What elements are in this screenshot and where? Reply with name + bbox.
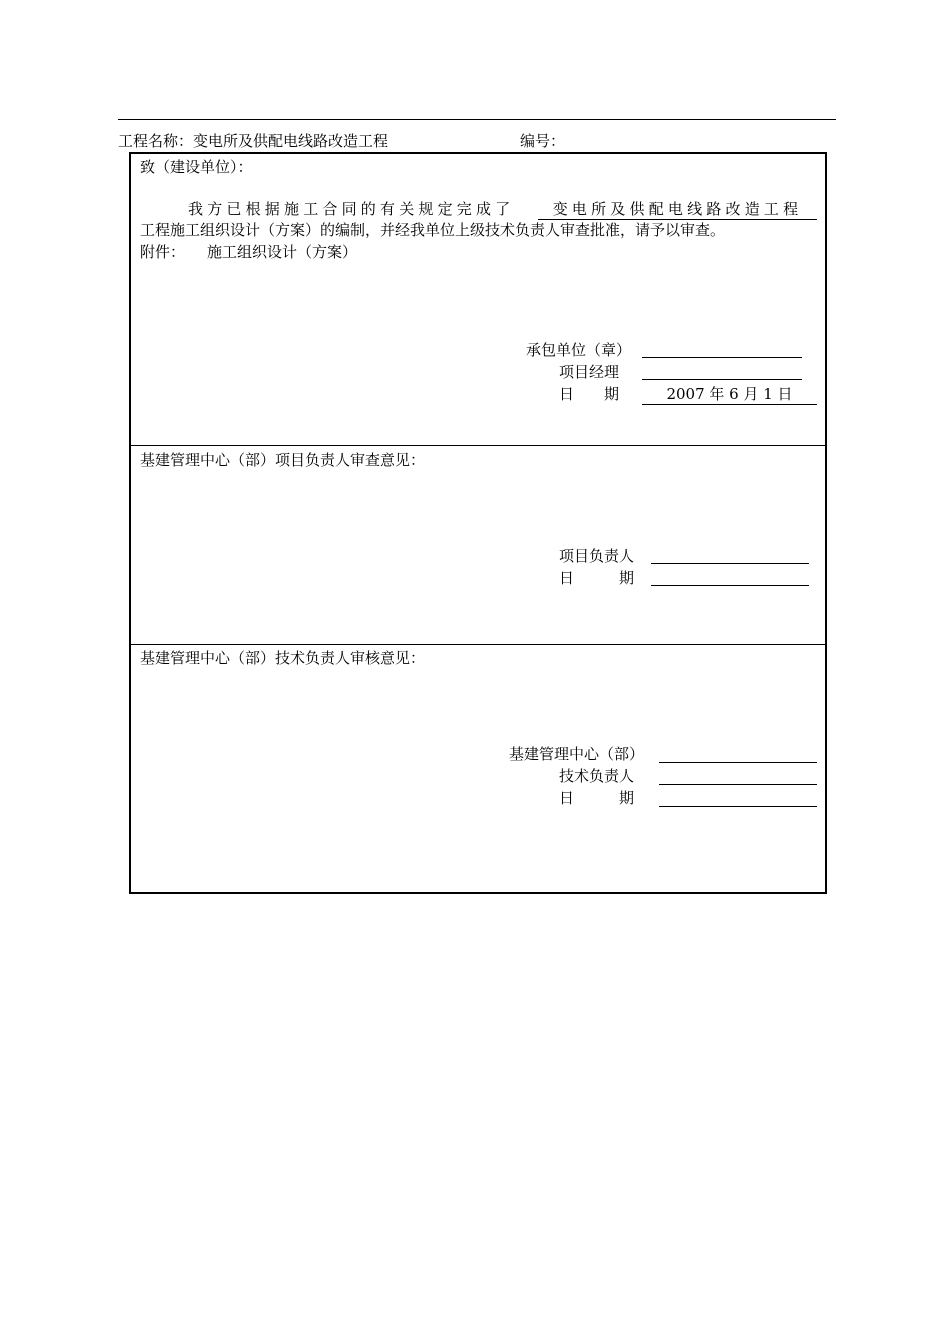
project-review-date-line <box>651 585 809 586</box>
tech-lead-label: 技术负责人 <box>559 767 635 785</box>
attachment-value: 施工组织设计（方案） <box>207 243 358 261</box>
project-review-section <box>131 445 825 645</box>
addressee-label: 致（建设单位）： <box>140 158 253 176</box>
manager-label: 项目经理 <box>559 363 620 381</box>
technical-review-date-label: 日 期 <box>559 789 635 807</box>
tech-lead-line <box>659 784 817 785</box>
project-name-label: 工程名称：变电所及供配电线路改造工程 <box>118 132 389 150</box>
number-label: 编号： <box>520 132 566 150</box>
contractor-line <box>642 357 802 358</box>
submission-section <box>131 154 825 445</box>
manager-line <box>642 379 802 380</box>
contractor-label: 承包单位（章） <box>526 341 632 359</box>
project-review-title: 基建管理中心（部）项目负责人审查意见： <box>140 451 426 469</box>
body-line1-prefix: 我方已根据施工合同的有关规定完成了 <box>188 200 515 218</box>
technical-review-title: 基建管理中心（部）技术负责人审核意见： <box>140 649 426 667</box>
project-lead-line <box>651 563 809 564</box>
body-project-name: 变电所及供配电线路改造工程 <box>538 199 817 220</box>
body-line2: 工程施工组织设计（方案）的编制，并经我单位上级技术负责人审查批准，请予以审查。 <box>140 221 726 239</box>
top-rule <box>118 119 836 120</box>
date-label: 日 期 <box>559 385 620 403</box>
technical-review-section <box>131 644 825 893</box>
center-label: 基建管理中心（部） <box>509 745 645 763</box>
center-line <box>659 762 817 763</box>
project-lead-label: 项目负责人 <box>559 547 635 565</box>
approval-form <box>129 152 827 894</box>
technical-review-date-line <box>659 806 817 807</box>
attachment-label: 附件： <box>140 243 186 261</box>
project-review-date-label: 日 期 <box>559 569 635 587</box>
submission-date: 2007 年 6 月 1 日 <box>642 384 817 405</box>
